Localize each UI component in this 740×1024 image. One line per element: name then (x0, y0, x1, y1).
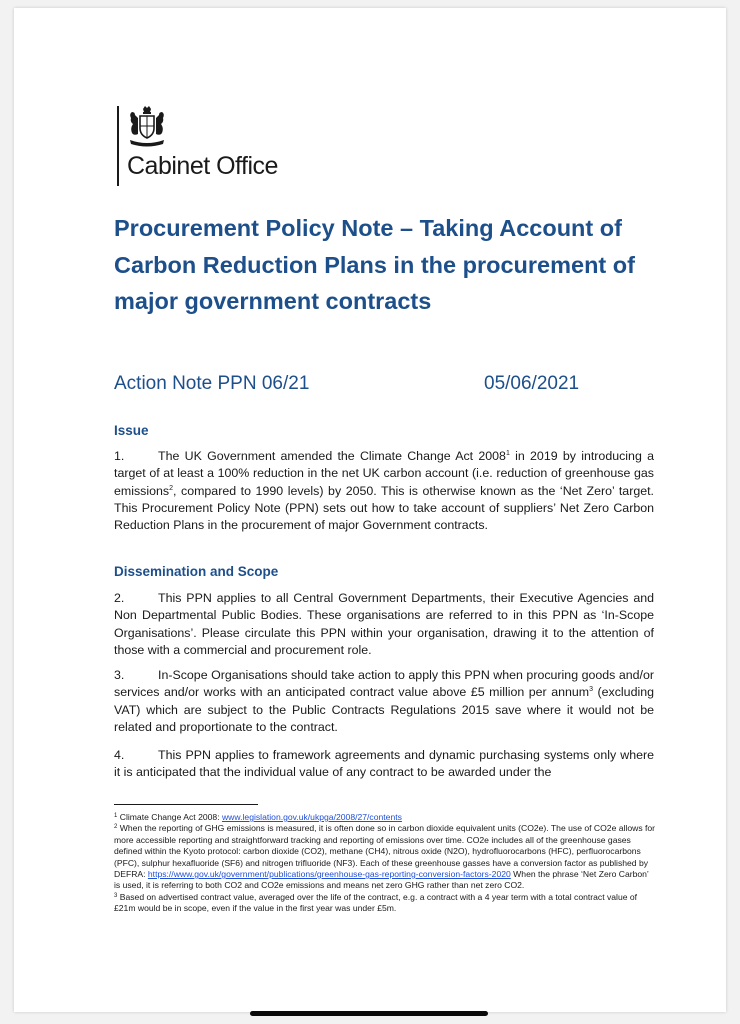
footnote-divider (114, 804, 258, 805)
cabinet-office-logo (117, 106, 317, 188)
footnote-ref-1[interactable]: 1 (505, 450, 510, 457)
paragraph-number: 4. (114, 748, 125, 762)
royal-crest-icon (127, 106, 167, 148)
paragraph-3: 3. In-Scope Organisations should take action to apply this PPN when procuring goods and/or services and/or works with an anticipated contract value above £5 million per annum$^3$ (excluding VAT) which are subject to the Public Contracts Regulations 2015 save where it would not be related and proportionate to the contract. (114, 668, 654, 734)
action-note-date: 05/06/2021 (484, 373, 580, 394)
action-note-label: Action Note PPN 06/21 (114, 373, 310, 394)
paragraph-number: 2. (114, 591, 125, 605)
footnote-3: $^3$ Based on advertised contract value, averaged over the life of the contract, e.g. a contract with a 4 year term with a total contract value of £21m would be in scope, even if the value in the first year was under £5m. (114, 891, 638, 914)
paragraph-4: 4. This PPN applies to framework agreements and dynamic purchasing systems only where it is anticipated that the individual value of any contract to be awarded under the (114, 748, 654, 780)
org-name: Cabinet Office (127, 152, 278, 180)
footnote-1-link[interactable]: www.legislation.gov.uk/ukpga/2008/27/contents (221, 812, 402, 822)
section-heading-scope: Dissemination and Scope (114, 564, 279, 579)
footnotes (114, 812, 656, 915)
paragraph-number: 3. (114, 668, 125, 682)
paragraph-1: 1. The UK Government amended the Climate Change Act 2008$^1$ in 2019 by introducing a target of at least a 100% reduction in the net UK carbon account (i.e. reduction of greenhouse gas emissions$^2$, compared to 1990 levels) by 2050. This is otherwise known as the ‘Net Zero’ target. This Procurement Policy Note (PPN) sets out how to take account of suppliers’ Net Zero Carbon Reduction Plans in the procurement of major Government contracts. (114, 449, 654, 533)
footnote-2: $^2$ When the reporting of GHG emissions is measured, it is often done so in carbon dioxide equivalent units (CO2e). The use of CO2e allows for more accessible reporting and straightforward tracking and reporting of emissions over time. CO2e includes all of the greenhouse gases defined within the Kyoto protocol: carbon dioxide (CO2), methane (CH4), nitrous oxide (N2O), hydrofluorocarbons (HFC), perfluorocarbons (PFC), sulphur hexafluoride (SF6) and nitrogen trifluoride (NF3). Each of these greenhouse gasses have a conversion factor as published by DEFRA: https://www.gov.uk/government/publications/greenhouse-gas-reporting-conversion-factors-2020 When the phrase ‘Net Zero Carbon’ is used, it is referring to both CO2 and CO2e emissions and means net zero GHG rather than net zero CO2. (114, 823, 656, 891)
section-heading-issue: Issue (114, 423, 149, 438)
document-title: Procurement Policy Note – Taking Account of Carbon Reduction Plans in the procurement of major government contracts (114, 215, 635, 314)
paragraph-2: 2. This PPN applies to all Central Government Departments, their Executive Agencies and Non Departmental Public Bodies. These organisations are referred to in this PPN as ‘In-Scope Organisations’. Please circulate this PPN within your organisation, drawing it to the attention of those with a commercial and procurement role. (114, 591, 654, 657)
home-indicator[interactable] (250, 1011, 488, 1016)
footnote-ref-3[interactable]: 3 (589, 686, 593, 694)
footnote-2-link[interactable]: https://www.gov.uk/government/publications/greenhouse-gas-reporting-conversion-factors-2020 (147, 869, 511, 880)
paragraph-number: 1. (114, 449, 125, 463)
footnote-ref-2[interactable]: 2 (169, 484, 173, 492)
footnote-1: $^1$ Climate Change Act 2008: www.legislation.gov.uk/ukpga/2008/27/contents (114, 812, 402, 822)
logo-divider (117, 106, 119, 186)
document-page (14, 8, 726, 1012)
